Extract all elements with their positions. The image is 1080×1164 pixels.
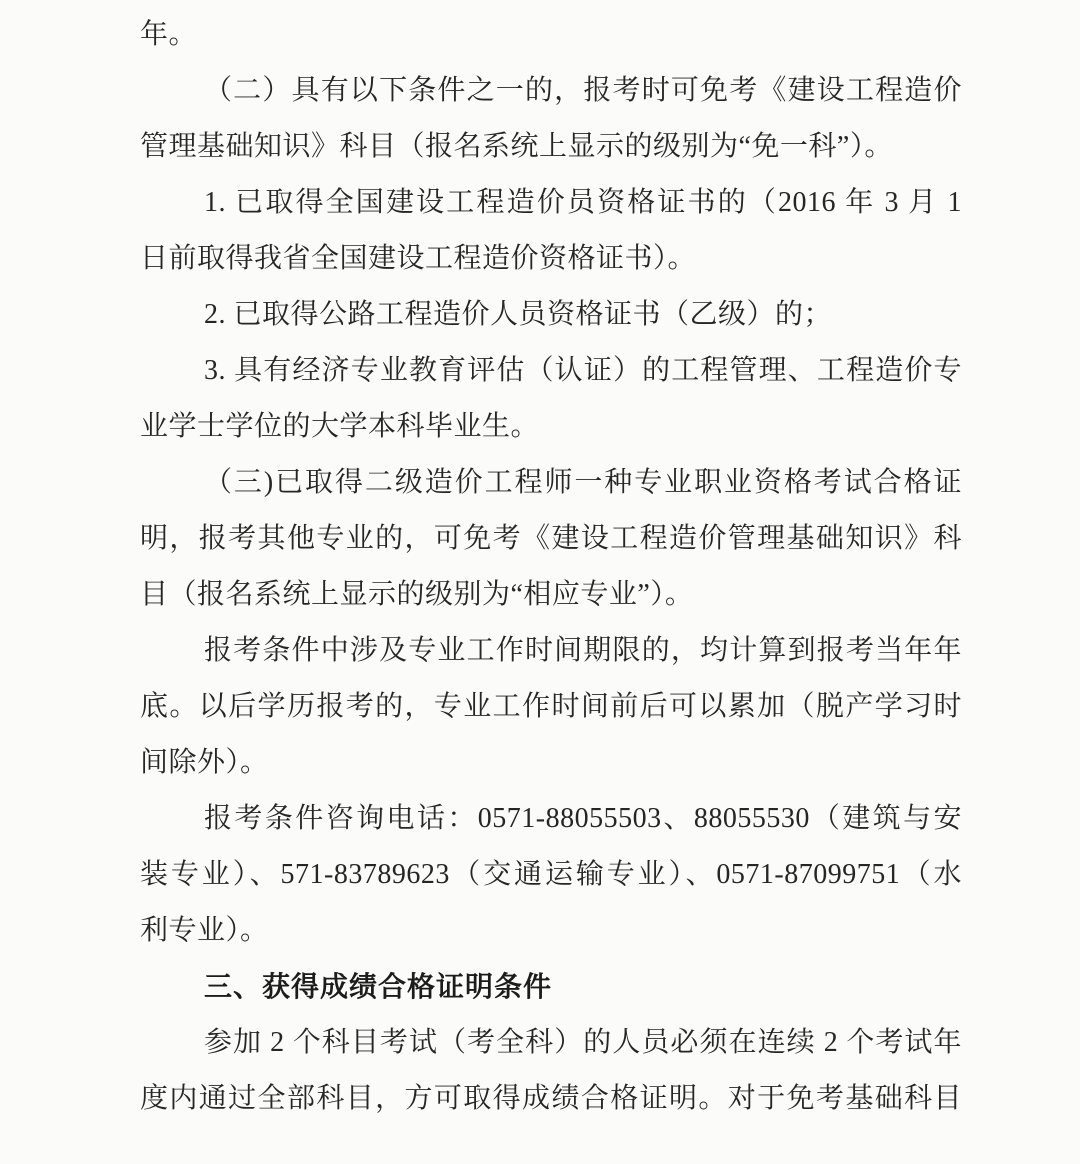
text-line: 日前取得我省全国建设工程造价资格证书）。 <box>140 243 697 274</box>
text-line: 业学士学位的大学本科毕业生。 <box>140 411 540 442</box>
text-line: 1. 已取得全国建设工程造价员资格证书的（2016 年 3 月 1 <box>204 187 962 218</box>
section-heading: 三、获得成绩合格证明条件 <box>204 971 553 1002</box>
text-line: 明，报考其他专业的，可免考《建设工程造价管理基础知识》科 <box>140 523 962 554</box>
text-line: 报考条件中涉及专业工作时间期限的，均计算到报考当年年 <box>204 635 962 666</box>
text-line: 利专业）。 <box>140 915 269 946</box>
text-line: 管理基础知识》科目（报名系统上显示的级别为“免一科”）。 <box>140 131 893 162</box>
text-line: 目（报名系统上显示的级别为“相应专业”）。 <box>140 579 694 610</box>
text-line: 参加 2 个科目考试（考全科）的人员必须在连续 2 个考试年 <box>204 1027 962 1058</box>
text-line: 底。以后学历报考的，专业工作时间前后可以累加（脱产学习时 <box>140 691 962 722</box>
text-line: 年。 <box>140 19 198 50</box>
text-line: 3. 具有经济专业教育评估（认证）的工程管理、工程造价专 <box>204 355 962 386</box>
text-line: 度内通过全部科目，方可取得成绩合格证明。对于免考基础科目 <box>140 1083 962 1114</box>
text-line: 报考条件咨询电话：0571-88055503、88055530（建筑与安 <box>204 803 962 834</box>
text-line: （三)已取得二级造价工程师一种专业职业资格考试合格证 <box>204 467 962 498</box>
text-line: 间除外）。 <box>140 747 269 778</box>
text-line: 装专业）、571-83789623（交通运输专业）、0571-87099751（水 <box>140 859 962 890</box>
text-line: （二）具有以下条件之一的，报考时可免考《建设工程造价 <box>204 75 962 106</box>
text-line: 2. 已取得公路工程造价人员资格证书（乙级）的； <box>204 299 833 330</box>
